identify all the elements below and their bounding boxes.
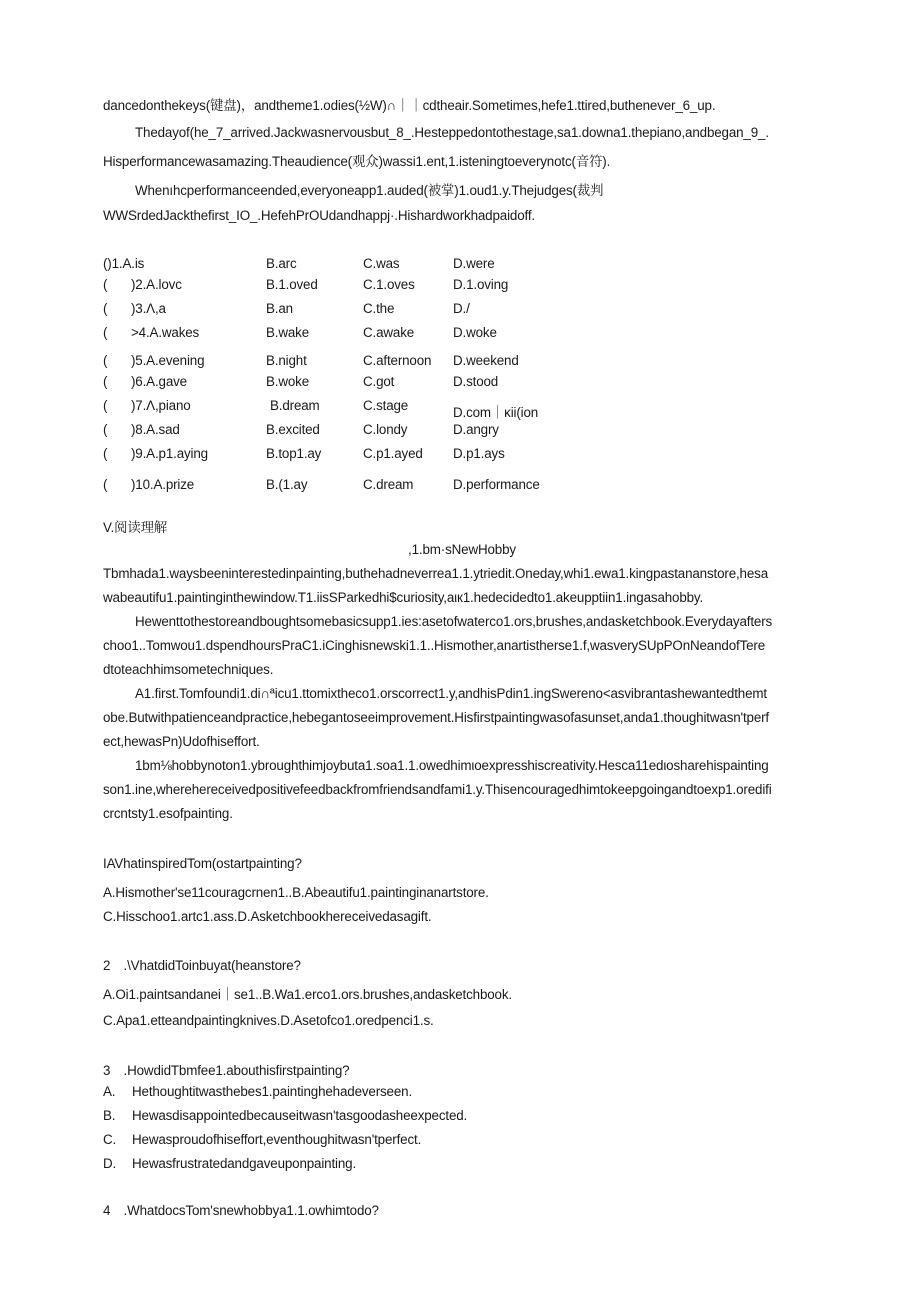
option-d: D.performance [453, 477, 540, 492]
option-c: C.dream [363, 477, 414, 492]
reading-line-6: A1.first.Tomfoundi1.di∩ªicu1.ttomixtheco1.orscorrect1.y,andhisPdin1.ingSwereno<asvibrantashewantedthemt [135, 686, 767, 701]
cloze-line-5: WWSrdedJackthefirst_IO_.HefehPrOUdandhappj·.Hishardworkhadpaidoff. [103, 208, 535, 223]
option-c: C.got [363, 374, 395, 389]
question-2-stem: 2 .\VhatdidToinbuyat(heanstore? [103, 958, 301, 973]
mcq-row-4 [103, 325, 583, 345]
answer-paren[interactable]: ( [103, 353, 108, 368]
option-b: B.night [266, 353, 307, 368]
passage-title: ,1.bm·sNewHobby [408, 542, 516, 557]
mcq-row-7 [103, 398, 583, 418]
mcq-row-1 [103, 256, 583, 276]
option-d: D.p1.ays [453, 446, 505, 461]
mcq-row-5 [103, 353, 583, 373]
mcq-number-option-a [103, 256, 144, 271]
reading-line-8: ect,hewasPn)Udofhiseffort. [103, 734, 260, 749]
option-a: )8.A.sad [131, 422, 180, 437]
question-4-stem: 4 .WhatdocsTom'snewhobbya1.1.owhimtodo? [103, 1203, 379, 1218]
question-1-options-line-2: C.Hisschoo1.artc1.ass.D.Asketchbookhereceivedasagift. [103, 909, 432, 924]
mcq-row-10 [103, 477, 583, 497]
option-a: >4.A.wakes [131, 325, 200, 340]
option-c: C.stage [363, 398, 409, 413]
mcq-row-2 [103, 277, 583, 297]
reading-line-9: 1bm⅛hobbynoton1.ybroughthimjoybuta1.soa1.1.owedhimιoexpresshiscreativity.Hesca11edιosharehispainting [135, 758, 769, 773]
option-label: C. [103, 1132, 117, 1147]
option-a: )5.A.evening [131, 353, 205, 368]
question-1-stem: IAVhatinspiredTom(ostartpainting? [103, 856, 302, 871]
option-label: D. [103, 1156, 117, 1171]
option-d: D.stood [453, 374, 499, 389]
answer-paren[interactable]: ( [103, 422, 108, 437]
option-text: Hewasfrustratedandgaveuponpainting. [132, 1156, 357, 1171]
question-3-option-c [103, 1132, 421, 1147]
option-text: Hethoughtitwasthebes1.paintinghehadeverseen. [132, 1084, 413, 1099]
question-2-options-line-2: C.Apa1.etteandpaintingknives.D.Asetofco1.oredpenci1.s. [103, 1013, 434, 1028]
answer-paren[interactable]: ( [103, 398, 108, 413]
option-c: C.1.oves [363, 277, 415, 292]
question-3-option-d [103, 1156, 356, 1171]
option-c: C.was [363, 256, 400, 271]
question-1-options-line-1: A.Hismother'se11couragcrnen1..B.Abeautifu1.paintinginanartstore. [103, 885, 489, 900]
cloze-line-1: dancedonthekeys(键盘)，andtheme1.odies(½W)∩｜｜cdtheair.Sometimes,hefe1.ttired,buthenever_6_up. [103, 98, 716, 113]
option-a: )3.Λ,a [131, 301, 166, 316]
option-d: D.angry [453, 422, 499, 437]
answer-paren[interactable]: ( [103, 325, 108, 340]
option-b: B.arc [266, 256, 297, 271]
option-b: B.an [266, 301, 293, 316]
answer-paren[interactable]: ( [103, 301, 108, 316]
option-c: C.londy [363, 422, 408, 437]
option-b: B.wake [266, 325, 310, 340]
question-3-option-b [103, 1108, 467, 1123]
cloze-line-4: Whenıhcperformanceended,everyoneapp1.auded(被掌)1.oud1.y.Thejudges(裁判 [135, 183, 604, 198]
question-3-option-a [103, 1084, 412, 1099]
option-c: C.p1.ayed [363, 446, 423, 461]
mcq-row-9 [103, 446, 583, 466]
answer-paren[interactable]: ( [103, 374, 108, 389]
option-a: )9.A.p1.aying [131, 446, 208, 461]
option-b: B.(1.ay [266, 477, 308, 492]
reading-line-1: Tbmhada1.waysbeeninterestedinpainting,buthehadneverrea1.1.ytriedit.Oneday,whi1.ewa1.kingpastananstore,hesa [103, 566, 768, 581]
answer-paren[interactable]: ( [103, 277, 108, 292]
option-b: B.dream [270, 398, 320, 413]
option-text: Hewasproudofhiseffort,eventhoughitwasn'tperfect. [132, 1132, 422, 1147]
mcq-row-8 [103, 422, 583, 442]
reading-line-2: wabeautifu1.paintinginthewindow.T1.iisSParkedhi$curiosity,aιк1.hedecidedto1.akeupptiin1.ingasahobby. [103, 590, 704, 605]
mcq-row-6 [103, 374, 583, 394]
section-heading: V.阅读理解 [103, 520, 168, 535]
option-a: )6.A.gave [131, 374, 187, 389]
option-b: B.top1.ay [266, 446, 322, 461]
option-label: A. [103, 1084, 116, 1099]
reading-line-4: choo1..Tomwou1.dspendhoursPraC1.iCinghisnewski1.1..Hismother,anartistherse1.f,wasverySUpPOnNeandofTere [103, 638, 766, 653]
reading-line-10: son1.ine,wherehereceivedpositivefeedbackfromfriendsandfami1.y.Thisencouragedhimtokeepgoingandtoexp1.oredifi [103, 782, 772, 797]
option-a: )7.Λ,piano [131, 398, 191, 413]
option-b: B.excited [266, 422, 320, 437]
option-a: )2.A.lovc [131, 277, 182, 292]
question-2-options-line-1: A.Oi1.paintsandanei｜se1..B.Wa1.erco1.ors.brushes,andasketchbook. [103, 987, 512, 1002]
option-d: D.com｜κii(ion [453, 405, 539, 420]
option-d: D.were [453, 256, 495, 271]
option-c: C.afternoon [363, 353, 432, 368]
answer-paren[interactable]: ( [103, 477, 108, 492]
question-3-stem: 3 .HowdidTbmfee1.abouthisfirstpainting? [103, 1063, 350, 1078]
reading-line-3: Hewenttothestoreandboughtsomebasicsupp1.ies:asetofwaterco1.ors,brushes,andasketchbook.Everydayafters [135, 614, 773, 629]
option-a: 1.A.is [111, 256, 145, 271]
reading-line-11: crcntsty1.esofpainting. [103, 806, 233, 821]
option-d: D.weekend [453, 353, 519, 368]
option-b: B.woke [266, 374, 310, 389]
cloze-line-2: Thedayof(he_7_arrived.Jackwasnervousbut_8_.Hesteppedontothestage,sa1.downa1.thepiano,andbegan_9_. [135, 125, 769, 140]
option-d: D.woke [453, 325, 497, 340]
option-d: D.1.oving [453, 277, 509, 292]
option-label: B. [103, 1108, 116, 1123]
option-a: )10.A.prize [131, 477, 195, 492]
cloze-line-3: Hisperformancewasamazing.Theaudience(观众)wassi1.ent,1.isteningtoeverynotc(音符). [103, 154, 611, 169]
option-b: B.1.oved [266, 277, 318, 292]
answer-paren: () [103, 256, 112, 271]
option-d: D./ [453, 301, 470, 316]
option-c: C.awake [363, 325, 415, 340]
answer-paren[interactable]: ( [103, 446, 108, 461]
option-text: Hewasdisappointedbecauseitwasn'tasgoodasheexpected. [132, 1108, 468, 1123]
option-c: C.the [363, 301, 395, 316]
mcq-row-3 [103, 301, 583, 321]
reading-line-5: dtoteachhimsometechniques. [103, 662, 274, 677]
reading-line-7: obe.Butwithpatienceandpractice,hebegantoseeimprovement.Hisfirstpaintingwasofasunset,anda1.thoughitwasn'tperf [103, 710, 769, 725]
